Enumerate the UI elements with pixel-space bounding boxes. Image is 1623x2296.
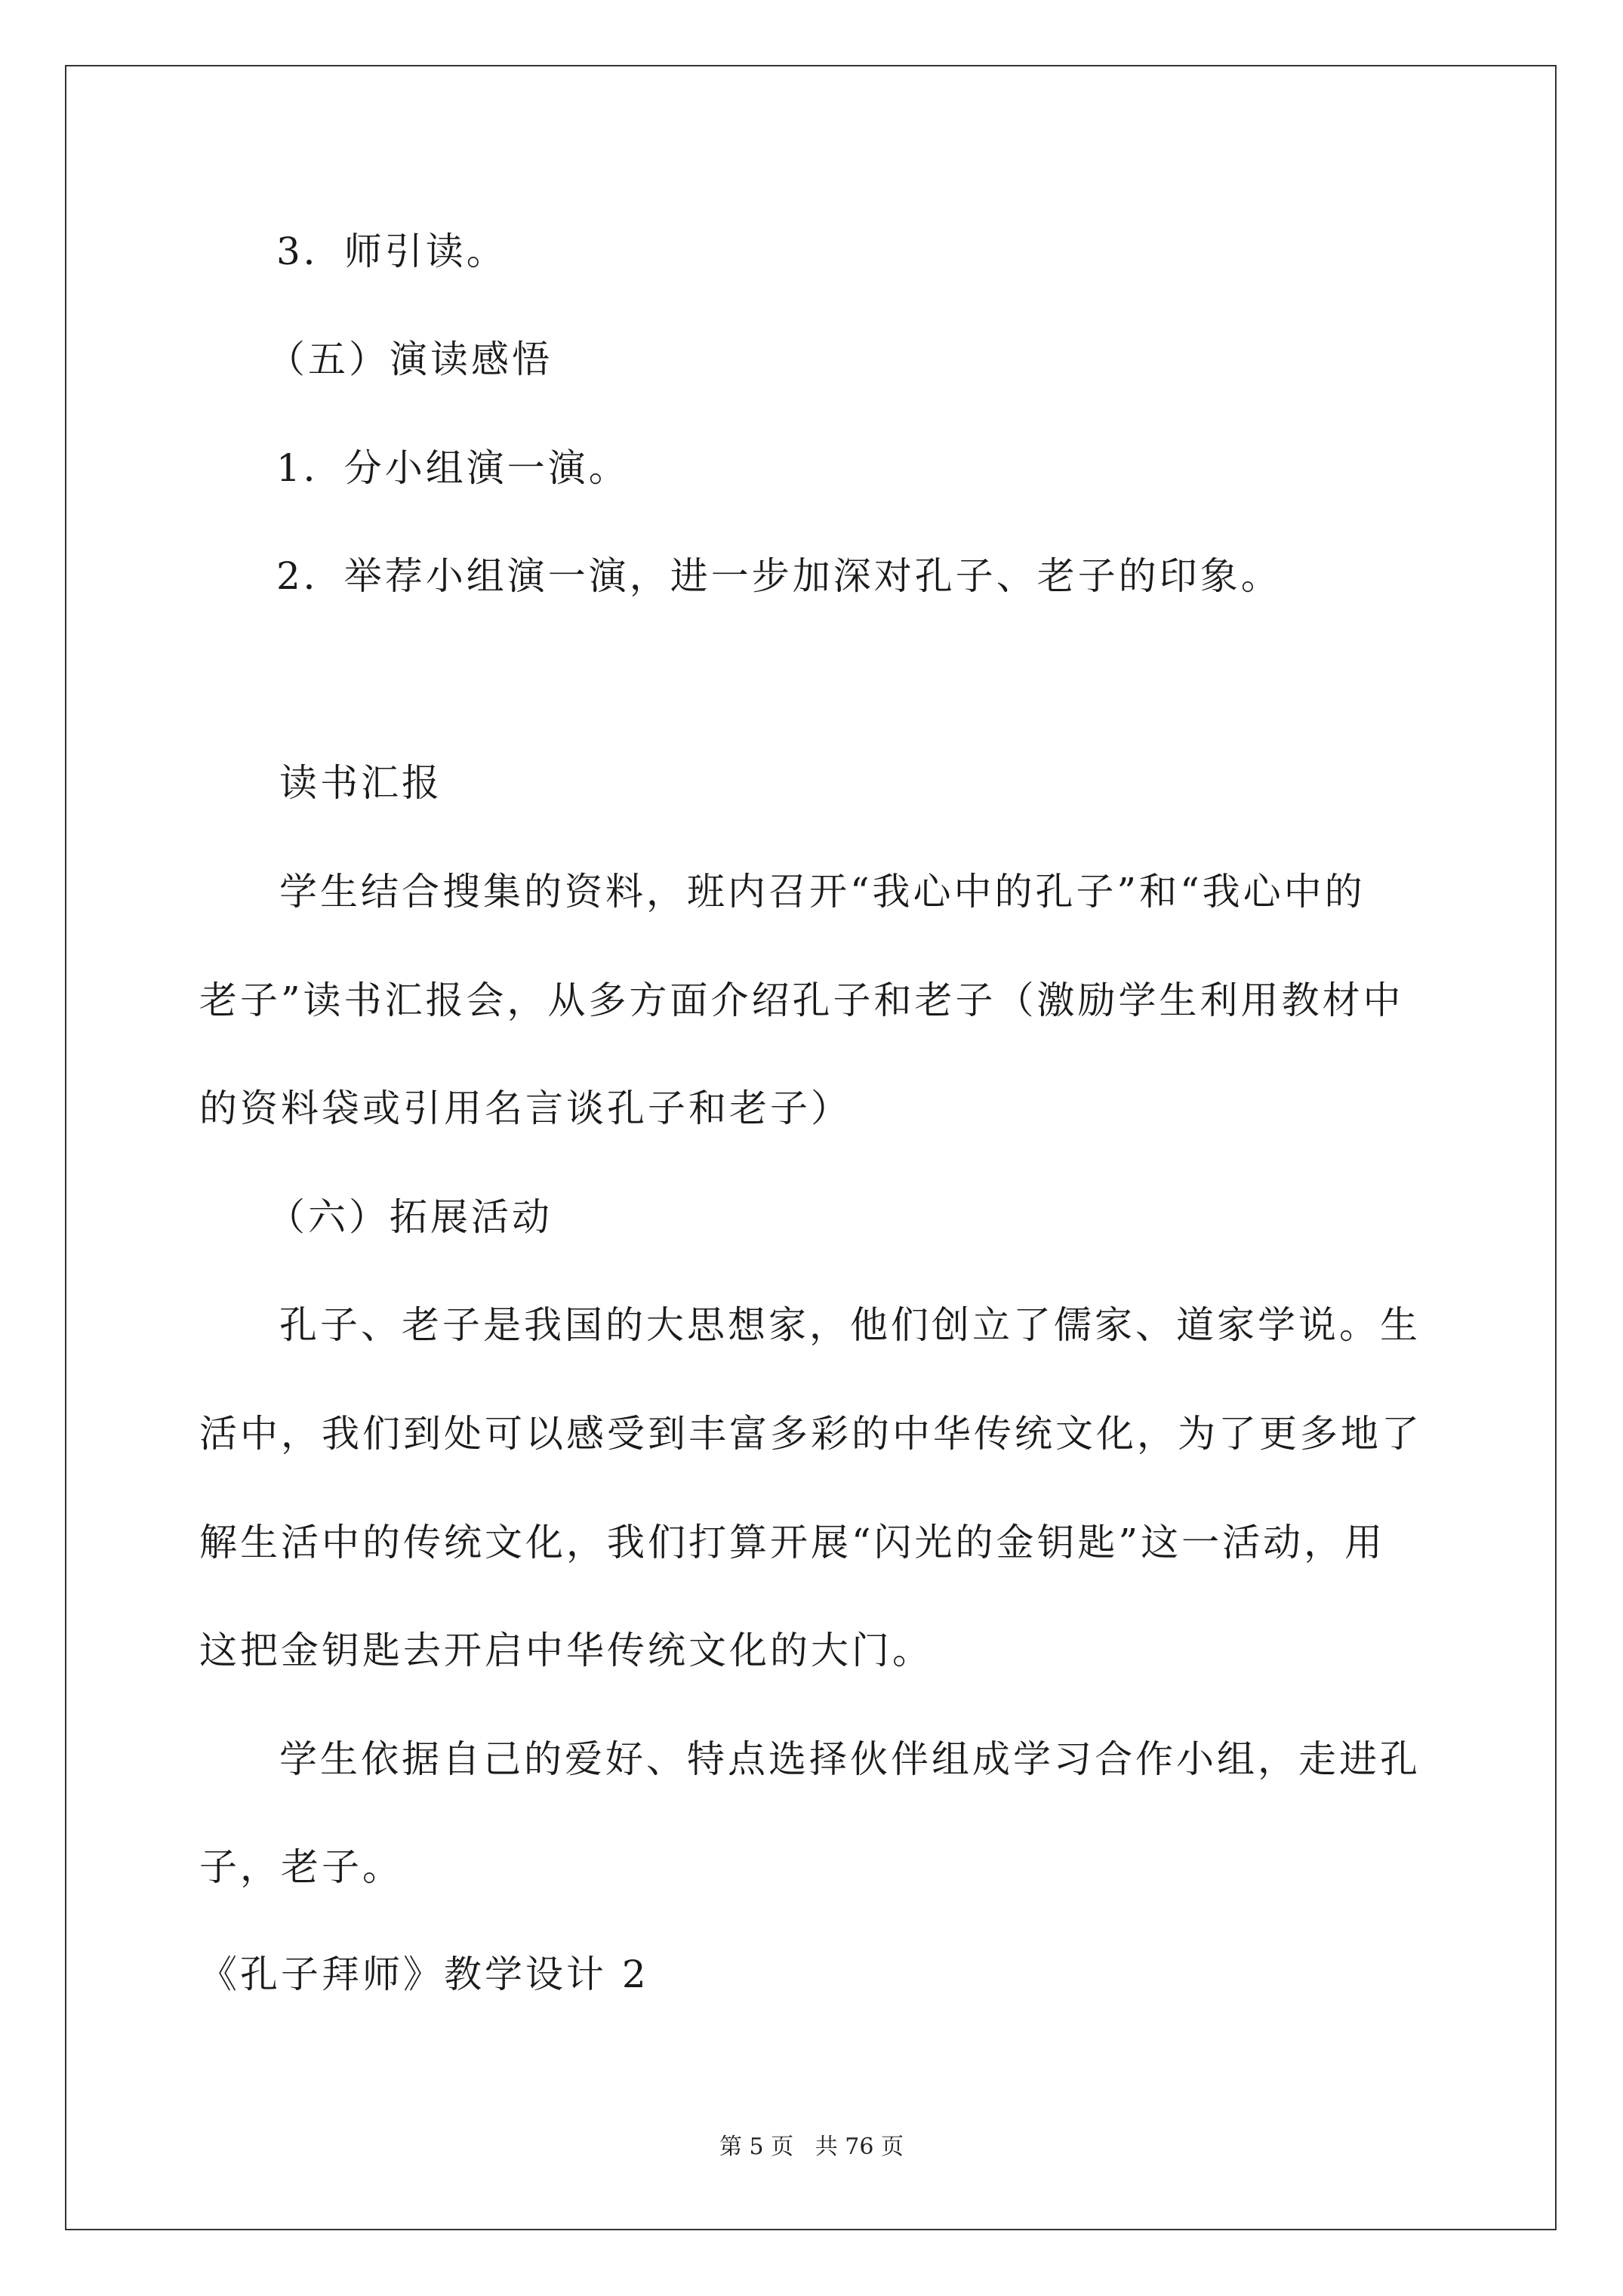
paragraph-line-2: 老子”读书汇报会，从多方面介绍孔子和老子（激励学生利用教材中 (199, 978, 1404, 1022)
page-number-footer: 第 5 页 共 76 页 (719, 2134, 904, 2160)
paragraph-line-8: 学生依据自己的爱好、特点选择伙伴组成学习合作小组，走进孔 (279, 1737, 1421, 1781)
section-heading-6: （六）拓展活动 (267, 1195, 553, 1239)
text-line-2: 1．分小组演一演。 (276, 446, 630, 490)
document-title-2: 《孔子拜师》教学设计 2 (199, 1952, 649, 1996)
section-heading-5: （五）演读感悟 (267, 337, 553, 381)
text-line-3: 2．举荐小组演一演，进一步加深对孔子、老子的印象。 (276, 554, 1282, 598)
paragraph-line-6: 解生活中的传统文化，我们打算开展“闪光的金钥匙”这一活动，用 (199, 1521, 1386, 1564)
paragraph-line-9: 子，老子。 (199, 1845, 403, 1889)
subheading-reading-report: 读书汇报 (279, 761, 442, 805)
paragraph-line-7: 这把金钥匙去开启中华传统文化的大门。 (199, 1629, 933, 1672)
paragraph-line-3: 的资料袋或引用名言谈孔子和老子） (199, 1086, 852, 1130)
paragraph-line-1: 学生结合搜集的资料，班内召开“我心中的孔子”和“我心中的 (279, 870, 1366, 914)
text-line-1: 3．师引读。 (276, 230, 507, 273)
paragraph-line-5: 活中，我们到处可以感受到丰富多彩的中华传统文化，为了更多地了 (199, 1412, 1422, 1456)
paragraph-line-4: 孔子、老子是我国的大思想家，他们创立了儒家、道家学说。生 (279, 1303, 1421, 1347)
page-border (65, 65, 1557, 2230)
